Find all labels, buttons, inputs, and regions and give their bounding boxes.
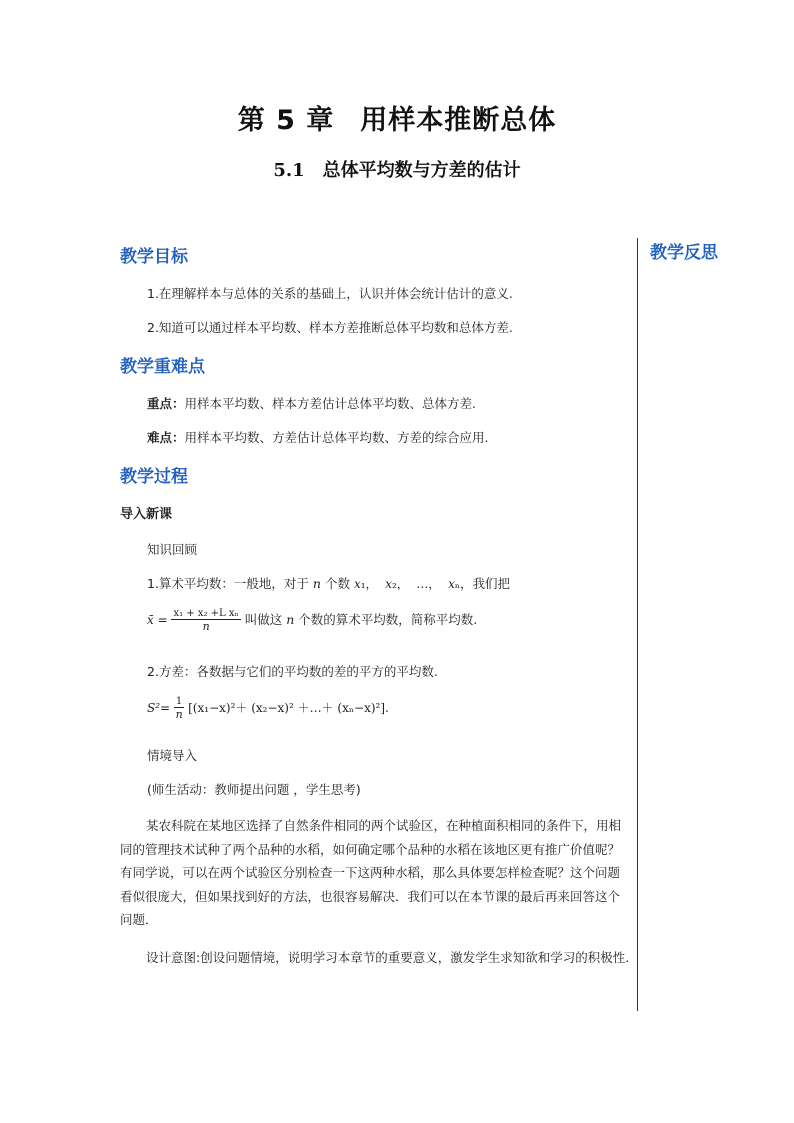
variance-formula: [(x₁−x)²＋ (x₂−x)² ＋…＋ (xₙ−x)²]. bbox=[188, 701, 389, 715]
mean-formula-line bbox=[147, 608, 477, 633]
variance-denominator: n bbox=[175, 708, 183, 721]
difficulty-text: 用样本平均数、方差估计总体平均数、方差的综合应用. bbox=[184, 430, 489, 445]
focus-label: 重点： bbox=[147, 396, 185, 411]
scenario-label: 情境导入 bbox=[147, 748, 198, 763]
focus-text: 用样本平均数、样本方差估计总体平均数、总体方差. bbox=[184, 396, 476, 411]
n-variable: n bbox=[312, 576, 321, 591]
mean-fraction bbox=[171, 608, 240, 633]
goals-heading: 教学目标 bbox=[120, 247, 188, 267]
section-number: 5.1 bbox=[273, 160, 305, 181]
review-label: 知识回顾 bbox=[147, 542, 198, 557]
n-variable: n bbox=[286, 612, 295, 627]
intro-heading: 导入新课 bbox=[120, 507, 173, 522]
mean-def-mid: 个数 bbox=[324, 576, 350, 591]
variance-fraction bbox=[174, 696, 184, 721]
variance-definition: 2.方差：各数据与它们的平均数的差的平方的平均数. bbox=[147, 664, 438, 679]
mean-formula bbox=[147, 608, 245, 633]
variance-numerator: 1 bbox=[175, 696, 183, 707]
goal-item: 2.知道可以通过样本平均数、样本方差推断总体平均数和总体方差. bbox=[147, 320, 513, 335]
section-name: 总体平均数与方差的估计 bbox=[322, 160, 521, 181]
chapter-title bbox=[0, 98, 794, 137]
mean-formula-denominator: n bbox=[202, 620, 210, 633]
design-paragraph: 设计意图:创设问题情境，说明学习本章节的重要意义，激发学生求知欲和学习的积极性. bbox=[146, 950, 630, 965]
goal-item: 1.在理解样本与总体的关系的基础上，认识并体会统计估计的意义. bbox=[147, 286, 513, 301]
scenario-paragraph: 某农科院在某地区选择了自然条件相同的两个试验区，在种植面积相同的条件下，用相同的管理技术试种了两个品种的水稻，如何确定哪个品种的水稻在该地区更有推广价值呢？有同学说，可以在两个试验区分别检查一下这两种水稻，那么具体要怎样检查呢？这个问题看似很庞大，但如果找到好的方法，也很容易解决．我们可以在本节课的最后再来回答这个问题． bbox=[120, 818, 622, 927]
mean-def-tail: 个数的算术平均数，简称平均数. bbox=[298, 612, 478, 627]
process-heading: 教学过程 bbox=[120, 467, 188, 487]
activity-note: (师生活动：教师提出问题 ，学生思考) bbox=[147, 782, 361, 797]
section-title bbox=[0, 156, 794, 182]
column-divider bbox=[637, 238, 638, 1011]
variance-formula-line bbox=[147, 696, 389, 721]
chapter-name: 用样本推断总体 bbox=[360, 105, 557, 136]
difficulty-line bbox=[147, 428, 489, 446]
key-points-heading: 教学重难点 bbox=[120, 357, 205, 377]
focus-line bbox=[147, 394, 476, 412]
reflection-heading: 教学反思 bbox=[650, 243, 718, 263]
difficulty-label: 难点： bbox=[147, 430, 185, 445]
variance-formula-lhs: S²= bbox=[147, 701, 171, 715]
mean-definition bbox=[147, 574, 510, 592]
mean-def-end: ，我们把 bbox=[460, 576, 511, 591]
mean-formula-lhs: x̄ = bbox=[147, 613, 168, 627]
mean-formula-numerator: x₁ + x₂ +L xₙ bbox=[173, 608, 239, 619]
chapter-prefix: 第 5 章 bbox=[237, 105, 335, 136]
mean-def-after: 叫做这 bbox=[244, 612, 283, 627]
variable-list: x₁， x₂， …， xₙ bbox=[353, 577, 461, 591]
mean-def-start: 1.算术平均数：一般地，对于 bbox=[147, 576, 309, 591]
